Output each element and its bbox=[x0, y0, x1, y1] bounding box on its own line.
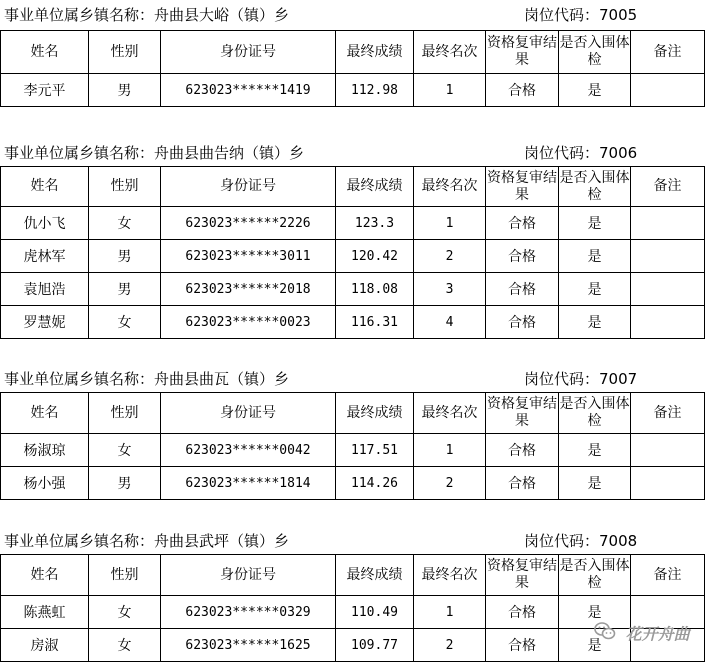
col-header-score: 最终成绩 bbox=[336, 393, 414, 434]
col-header-note: 备注 bbox=[631, 31, 705, 74]
cell-note bbox=[631, 306, 705, 339]
cell-name: 袁旭浩 bbox=[1, 273, 89, 306]
section-7005 bbox=[0, 0, 707, 99]
col-header-name: 姓名 bbox=[1, 167, 89, 207]
table-row bbox=[1, 467, 705, 500]
cell-medical-exam: 是 bbox=[559, 596, 631, 629]
col-header-medical-exam: 是否入围体检 bbox=[559, 31, 631, 74]
col-header-id: 身份证号 bbox=[161, 167, 336, 207]
cell-gender: 男 bbox=[89, 74, 161, 107]
col-header-gender: 性别 bbox=[89, 555, 161, 596]
cell-rank: 4 bbox=[414, 306, 486, 339]
results-table bbox=[0, 30, 705, 107]
section-header bbox=[0, 364, 707, 390]
watermark bbox=[594, 621, 704, 653]
cell-qualification: 合格 bbox=[486, 434, 559, 467]
cell-qualification: 合格 bbox=[486, 273, 559, 306]
cell-note bbox=[631, 207, 705, 240]
col-header-note: 备注 bbox=[631, 555, 705, 596]
cell-gender: 男 bbox=[89, 467, 161, 500]
table-row bbox=[1, 74, 705, 107]
cell-score: 109.77 bbox=[336, 629, 414, 662]
cell-medical-exam: 是 bbox=[559, 306, 631, 339]
cell-gender: 男 bbox=[89, 240, 161, 273]
col-header-qualification: 资格复审结果 bbox=[486, 167, 559, 207]
cell-id: 623023******0042 bbox=[161, 434, 336, 467]
table-row bbox=[1, 240, 705, 273]
cell-id: 623023******2226 bbox=[161, 207, 336, 240]
col-header-rank: 最终名次 bbox=[414, 555, 486, 596]
wechat-icon bbox=[594, 621, 616, 645]
cell-id: 623023******0023 bbox=[161, 306, 336, 339]
col-header-note: 备注 bbox=[631, 167, 705, 207]
section-header bbox=[0, 138, 707, 164]
cell-score: 118.08 bbox=[336, 273, 414, 306]
cell-id: 623023******3011 bbox=[161, 240, 336, 273]
section-7006 bbox=[0, 138, 707, 331]
col-header-gender: 性别 bbox=[89, 393, 161, 434]
cell-id: 623023******1419 bbox=[161, 74, 336, 107]
cell-medical-exam: 是 bbox=[559, 207, 631, 240]
cell-name: 杨小强 bbox=[1, 467, 89, 500]
watermark-text: 花开舟曲 bbox=[625, 624, 690, 644]
cell-note bbox=[631, 434, 705, 467]
cell-name: 李元平 bbox=[1, 74, 89, 107]
cell-gender: 女 bbox=[89, 629, 161, 662]
section-header bbox=[0, 526, 707, 552]
cell-score: 110.49 bbox=[336, 596, 414, 629]
cell-rank: 1 bbox=[414, 207, 486, 240]
cell-qualification: 合格 bbox=[486, 629, 559, 662]
table-row bbox=[1, 306, 705, 339]
cell-id: 623023******1625 bbox=[161, 629, 336, 662]
table-header-row bbox=[1, 167, 705, 207]
col-header-id: 身份证号 bbox=[161, 555, 336, 596]
unit-name: 事业单位属乡镇名称：舟曲县大峪（镇）乡 bbox=[4, 6, 290, 24]
post-code: 岗位代码：7006 bbox=[524, 144, 638, 162]
cell-name: 虎林军 bbox=[1, 240, 89, 273]
col-header-id: 身份证号 bbox=[161, 393, 336, 434]
cell-name: 杨淑琼 bbox=[1, 434, 89, 467]
col-header-medical-exam: 是否入围体检 bbox=[559, 555, 631, 596]
results-table bbox=[0, 166, 705, 339]
cell-rank: 1 bbox=[414, 596, 486, 629]
col-header-qualification: 资格复审结果 bbox=[486, 555, 559, 596]
cell-score: 117.51 bbox=[336, 434, 414, 467]
col-header-note: 备注 bbox=[631, 393, 705, 434]
col-header-qualification: 资格复审结果 bbox=[486, 31, 559, 74]
cell-rank: 2 bbox=[414, 240, 486, 273]
unit-name: 事业单位属乡镇名称：舟曲县曲告纳（镇）乡 bbox=[4, 144, 305, 162]
col-header-qualification: 资格复审结果 bbox=[486, 393, 559, 434]
cell-medical-exam: 是 bbox=[559, 240, 631, 273]
col-header-score: 最终成绩 bbox=[336, 31, 414, 74]
cell-rank: 2 bbox=[414, 629, 486, 662]
cell-medical-exam: 是 bbox=[559, 629, 631, 662]
cell-rank: 1 bbox=[414, 74, 486, 107]
cell-name: 罗慧妮 bbox=[1, 306, 89, 339]
post-code: 岗位代码：7008 bbox=[524, 532, 638, 550]
cell-qualification: 合格 bbox=[486, 596, 559, 629]
cell-medical-exam: 是 bbox=[559, 74, 631, 107]
cell-gender: 女 bbox=[89, 434, 161, 467]
section-header bbox=[0, 0, 707, 26]
col-header-rank: 最终名次 bbox=[414, 393, 486, 434]
cell-note bbox=[631, 273, 705, 306]
col-header-name: 姓名 bbox=[1, 31, 89, 74]
col-header-medical-exam: 是否入围体检 bbox=[559, 167, 631, 207]
col-header-rank: 最终名次 bbox=[414, 31, 486, 74]
table-header-row bbox=[1, 555, 705, 596]
cell-score: 116.31 bbox=[336, 306, 414, 339]
cell-rank: 1 bbox=[414, 434, 486, 467]
cell-score: 112.98 bbox=[336, 74, 414, 107]
cell-qualification: 合格 bbox=[486, 240, 559, 273]
unit-name: 事业单位属乡镇名称：舟曲县曲瓦（镇）乡 bbox=[4, 370, 290, 388]
cell-qualification: 合格 bbox=[486, 306, 559, 339]
section-7007 bbox=[0, 364, 707, 492]
cell-medical-exam: 是 bbox=[559, 273, 631, 306]
table-row bbox=[1, 207, 705, 240]
post-code: 岗位代码：7005 bbox=[524, 6, 638, 24]
col-header-gender: 性别 bbox=[89, 167, 161, 207]
cell-name: 房淑 bbox=[1, 629, 89, 662]
col-header-medical-exam: 是否入围体检 bbox=[559, 393, 631, 434]
cell-qualification: 合格 bbox=[486, 467, 559, 500]
cell-score: 114.26 bbox=[336, 467, 414, 500]
cell-qualification: 合格 bbox=[486, 74, 559, 107]
cell-name: 仇小飞 bbox=[1, 207, 89, 240]
table-row bbox=[1, 273, 705, 306]
cell-gender: 女 bbox=[89, 596, 161, 629]
cell-score: 123.3 bbox=[336, 207, 414, 240]
col-header-rank: 最终名次 bbox=[414, 167, 486, 207]
cell-gender: 女 bbox=[89, 207, 161, 240]
cell-gender: 男 bbox=[89, 273, 161, 306]
post-code: 岗位代码：7007 bbox=[524, 370, 638, 388]
table-header-row bbox=[1, 31, 705, 74]
cell-score: 120.42 bbox=[336, 240, 414, 273]
col-header-id: 身份证号 bbox=[161, 31, 336, 74]
cell-medical-exam: 是 bbox=[559, 467, 631, 500]
cell-note bbox=[631, 74, 705, 107]
table-row bbox=[1, 434, 705, 467]
col-header-score: 最终成绩 bbox=[336, 167, 414, 207]
unit-name: 事业单位属乡镇名称：舟曲县武坪（镇）乡 bbox=[4, 532, 290, 550]
cell-qualification: 合格 bbox=[486, 207, 559, 240]
results-table bbox=[0, 392, 705, 500]
cell-id: 623023******2018 bbox=[161, 273, 336, 306]
col-header-score: 最终成绩 bbox=[336, 555, 414, 596]
cell-medical-exam: 是 bbox=[559, 434, 631, 467]
cell-rank: 2 bbox=[414, 467, 486, 500]
col-header-gender: 性别 bbox=[89, 31, 161, 74]
table-header-row bbox=[1, 393, 705, 434]
col-header-name: 姓名 bbox=[1, 393, 89, 434]
col-header-name: 姓名 bbox=[1, 555, 89, 596]
cell-name: 陈燕虹 bbox=[1, 596, 89, 629]
cell-id: 623023******1814 bbox=[161, 467, 336, 500]
cell-id: 623023******0329 bbox=[161, 596, 336, 629]
cell-rank: 3 bbox=[414, 273, 486, 306]
cell-gender: 女 bbox=[89, 306, 161, 339]
cell-note bbox=[631, 467, 705, 500]
cell-note bbox=[631, 240, 705, 273]
